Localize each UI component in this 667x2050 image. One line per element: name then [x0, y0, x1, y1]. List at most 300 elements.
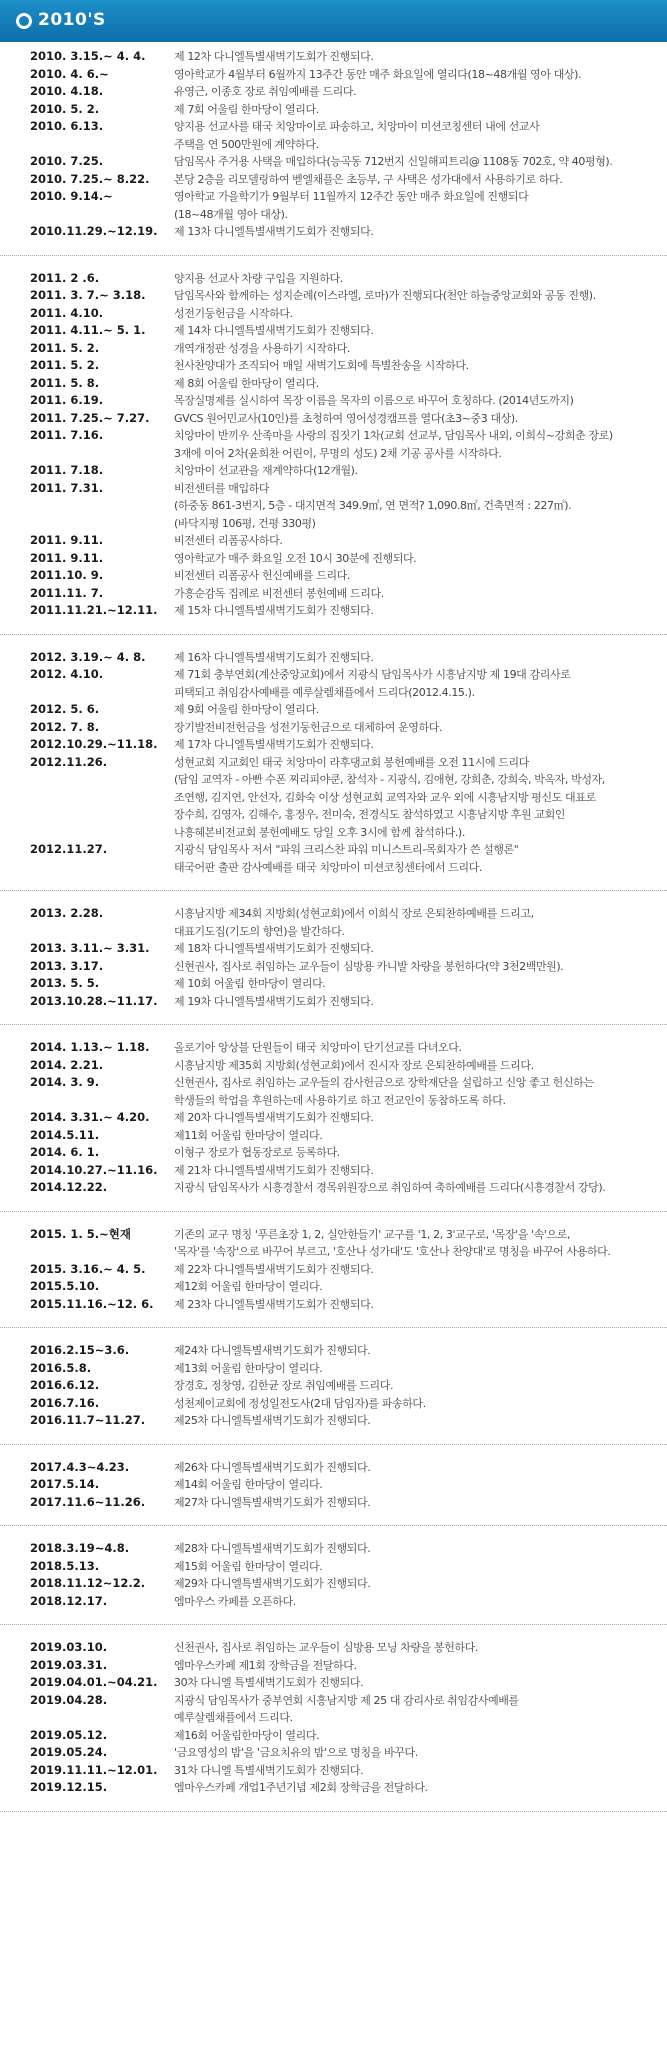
year-section: [0, 1639, 667, 1812]
description-line: 제16회 어울림한마당이 열리다.: [174, 1728, 320, 1742]
event-description: [174, 1412, 654, 1430]
event-date: 2019.04.01.~04.21.: [30, 1675, 158, 1689]
event-description: [174, 754, 654, 842]
timeline-row: [0, 905, 667, 940]
event-date: 2017.4.3~4.23.: [30, 1459, 130, 1474]
description-line: 신현권사, 집사로 취임하는 교우들이 심방용 카니발 차량을 봉헌하다(약 3천2백만원).: [174, 959, 564, 973]
timeline-row: [0, 585, 667, 603]
event-date: 2011. 4.11.~ 5. 1.: [30, 323, 146, 337]
timeline-row: [0, 940, 667, 958]
event-date: 2013.10.28.~11.17.: [30, 993, 158, 1008]
event-description: [174, 287, 654, 305]
year-section: [0, 1342, 667, 1445]
event-description: [174, 736, 654, 754]
timeline-row: [0, 1692, 667, 1727]
description-line: 영아학교 가을학기가 9월부터 11월까지 12주간 동안 매주 화요일에 진행되다: [174, 190, 529, 203]
event-description: [174, 1261, 654, 1279]
timeline-row: [0, 1278, 667, 1296]
timeline-row: [0, 1558, 667, 1576]
event-date: 2014.10.27.~11.16.: [30, 1162, 158, 1177]
description-line: 영아학교가 4월부터 6월까지 13주간 동안 매주 화요일에 열리다(18~48개월 영아 대상).: [174, 67, 582, 81]
event-description: [174, 1179, 654, 1197]
event-date: 2012.10.29.~11.18.: [30, 737, 158, 751]
event-date: 2014. 1.13.~ 1.18.: [30, 1040, 150, 1054]
timeline: [0, 48, 667, 1826]
timeline-row: [0, 1360, 667, 1378]
description-line: 제 12차 다니엘특별새벽기도회가 진행되다.: [174, 50, 374, 63]
event-description: [174, 1657, 654, 1675]
event-description: [174, 1109, 654, 1127]
description-line: 장수희, 김영자, 김해수, 홍정우, 전미숙, 전경식도 참석하였고 시흥남지방 후원 교회인: [174, 808, 566, 821]
description-line: (18~48개월 영아 대상).: [174, 207, 288, 221]
event-description: [174, 270, 654, 288]
event-description: [174, 993, 654, 1011]
event-date: 2018.11.12~12.2.: [30, 1576, 146, 1590]
event-description: [174, 223, 654, 241]
description-line: 주택을 연 500만원에 계약하다.: [174, 137, 319, 151]
event-description: [174, 1039, 654, 1057]
event-date: 2014. 2.21.: [30, 1057, 104, 1072]
description-line: '금요영성의 밤'을 '금요치유의 밤'으로 명칭을 바꾸다.: [174, 1746, 418, 1759]
timeline-row: [0, 1674, 667, 1692]
description-line: 제 18차 다니엘특별새벽기도회가 진행되다.: [174, 942, 374, 955]
timeline-row: [0, 701, 667, 719]
event-description: [174, 841, 654, 876]
event-description: [174, 357, 654, 375]
description-line: 장기발전비전헌금을 성전기둥헌금으로 대체하여 운영하다.: [174, 720, 443, 734]
event-description: [174, 1744, 654, 1762]
description-line: 엠마우스카페 개업1주년기념 제2회 장학금을 전달하다.: [174, 1781, 428, 1794]
event-description: [174, 1296, 654, 1314]
year-section: [0, 1540, 667, 1625]
event-description: [174, 1639, 654, 1657]
event-date: 2011. 7.18.: [30, 463, 104, 477]
event-date: 2019.05.24.: [30, 1745, 108, 1759]
year-section: [0, 649, 667, 892]
decade-header: [0, 0, 667, 42]
event-date: 2012. 7. 8.: [30, 719, 100, 734]
description-line: 제 22차 다니엘특별새벽기도회가 진행되다.: [174, 1262, 374, 1276]
description-line: 제12회 어울림 한마당이 열리다.: [174, 1280, 323, 1293]
description-line: 피택되고 취임감사예배를 예루살렘채플에서 드리다(2012.4.15.).: [174, 685, 475, 699]
description-line: 학생들의 학업을 후원하는데 사용하기로 하고 전교인이 동참하도록 하다.: [174, 1093, 506, 1107]
event-date: 2015. 1. 5.~현재: [30, 1226, 131, 1241]
event-date: 2011.10. 9.: [30, 568, 104, 582]
event-date: 2010. 6.13.: [30, 119, 104, 133]
timeline-row: [0, 375, 667, 393]
description-line: 30차 다니엘 특별새벽기도회가 진행되다.: [174, 1676, 364, 1689]
description-line: 제26차 다니엘특별새벽기도회가 진행되다.: [174, 1460, 371, 1474]
timeline-row: [0, 1727, 667, 1745]
description-line: 제 19차 다니엘특별새벽기도회가 진행되다.: [174, 994, 374, 1008]
description-line: 장경호, 정창영, 김한균 장로 취임예배를 드리다.: [174, 1379, 394, 1392]
timeline-row: [0, 1296, 667, 1314]
timeline-row: [0, 480, 667, 533]
event-date: 2011. 6.19.: [30, 393, 104, 407]
event-date: 2016.6.12.: [30, 1378, 100, 1392]
event-description: [174, 118, 654, 153]
event-description: [174, 1558, 654, 1576]
event-date: 2010. 4.18.: [30, 84, 104, 98]
description-line: 3재에 이어 2차(윤희찬 어린이, 무명의 성도) 2채 기공 공사를 시작하다.: [174, 446, 502, 460]
event-description: [174, 1575, 654, 1593]
timeline-row: [0, 287, 667, 305]
event-date: 2016.11.7~11.27.: [30, 1413, 146, 1427]
event-date: 2012. 4.10.: [30, 667, 104, 681]
event-description: [174, 666, 654, 701]
event-description: [174, 171, 654, 189]
description-line: 제27차 다니엘특별새벽기도회가 진행되다.: [174, 1495, 371, 1509]
description-line: 양지용 선교사 차량 구입을 지원하다.: [174, 271, 343, 285]
event-date: 2017.11.6~11.26.: [30, 1494, 146, 1509]
event-date: 2010. 3.15.~ 4. 4.: [30, 49, 146, 63]
timeline-row: [0, 427, 667, 462]
event-date: 2019.04.28.: [30, 1692, 108, 1707]
timeline-row: [0, 188, 667, 223]
event-date: 2018.3.19~4.8.: [30, 1541, 130, 1555]
event-date: 2016.2.15~3.6.: [30, 1343, 130, 1357]
timeline-row: [0, 1639, 667, 1657]
event-date: 2016.7.16.: [30, 1395, 100, 1410]
description-line: 제 8회 어울림 한마당이 열리다.: [174, 376, 319, 390]
event-description: [174, 462, 654, 480]
description-line: 개역개정판 성경을 사용하기 시작하다.: [174, 341, 351, 355]
timeline-row: [0, 1459, 667, 1477]
timeline-row: [0, 719, 667, 737]
event-date: 2011. 7.16.: [30, 428, 104, 442]
timeline-row: [0, 171, 667, 189]
description-line: 천사찬양대가 조직되어 매일 새벽기도회에 특별찬송을 시작하다.: [174, 359, 469, 372]
event-description: [174, 1074, 654, 1109]
timeline-row: [0, 392, 667, 410]
event-date: 2014. 3.31.~ 4.20.: [30, 1110, 150, 1124]
event-description: [174, 83, 654, 101]
description-line: 담임목사와 함께하는 성지순례(이스라엘, 로마)가 진행되다(천안 하늘중앙교회와 공동 진행).: [174, 289, 596, 302]
description-line: 목장실명제를 실시하여 목장 이름을 목자의 이름으로 바꾸어 호칭하다. (2014년도까지): [174, 394, 574, 407]
event-description: [174, 1360, 654, 1378]
description-line: 제 21차 다니엘특별새벽기도회가 진행되다.: [174, 1163, 374, 1177]
timeline-row: [0, 1162, 667, 1180]
event-date: 2011. 7.31.: [30, 480, 104, 495]
event-date: 2011. 9.11.: [30, 550, 104, 565]
event-description: [174, 340, 654, 358]
event-date: 2019.05.12.: [30, 1727, 108, 1742]
description-line: 지광식 담임목사 저서 "파워 크리스찬 파워 미니스트리-목회자가 쓴 설행론": [174, 843, 519, 856]
timeline-row: [0, 1377, 667, 1395]
event-date: 2010. 7.25.~ 8.22.: [30, 171, 150, 186]
event-description: [174, 1593, 654, 1611]
timeline-row: [0, 118, 667, 153]
decade-title: 2010'S: [38, 10, 106, 30]
event-description: [174, 1779, 654, 1797]
event-date: 2015.5.10.: [30, 1279, 100, 1293]
description-line: 양지용 선교사를 태국 치앙마이로 파송하고, 치앙마이 미션코칭센터 내에 선교사: [174, 120, 540, 133]
timeline-row: [0, 1575, 667, 1593]
event-description: [174, 649, 654, 667]
timeline-row: [0, 1144, 667, 1162]
description-line: (하중동 861-3번지, 5층 - 대지면적 349.9㎡, 연 면적? 1,090.8㎡, 건축면적 : 227㎡).: [174, 499, 572, 512]
timeline-row: [0, 1412, 667, 1430]
timeline-row: [0, 1109, 667, 1127]
event-date: 2011. 9.11.: [30, 533, 104, 547]
event-date: 2015. 3.16.~ 4. 5.: [30, 1261, 146, 1276]
description-line: 올로기아 앙상블 단원들이 태국 치앙마이 단기선교를 다녀오다.: [174, 1041, 462, 1054]
description-line: 제 9회 어울림 한마당이 열리다.: [174, 703, 319, 716]
event-date: 2013. 3.17.: [30, 958, 104, 973]
description-line: 가흥순감독 집례로 비전센터 봉헌예배 드리다.: [174, 586, 384, 600]
timeline-row: [0, 993, 667, 1011]
timeline-row: [0, 462, 667, 480]
description-line: 태국어판 출판 감사예배를 태국 치앙마이 미션코칭센터에서 드리다.: [174, 860, 483, 874]
event-description: [174, 392, 654, 410]
event-description: [174, 585, 654, 603]
circle-bullet-icon: [16, 13, 32, 29]
event-date: 2012.11.26.: [30, 754, 108, 769]
event-date: 2011.11.21.~12.11.: [30, 603, 158, 617]
event-description: [174, 1162, 654, 1180]
description-line: 시흥남지방 제35회 지방회(성현교회)에서 진시자 장로 은퇴찬하예배를 드리다.: [174, 1058, 534, 1072]
timeline-row: [0, 1762, 667, 1780]
event-date: 2010. 5. 2.: [30, 101, 100, 116]
event-date: 2014. 6. 1.: [30, 1145, 100, 1159]
event-date: 2011. 5. 2.: [30, 340, 100, 355]
event-date: 2011. 7.25.~ 7.27.: [30, 410, 150, 425]
event-date: 2019.12.15.: [30, 1780, 108, 1794]
event-date: 2019.03.31.: [30, 1657, 108, 1672]
event-description: [174, 958, 654, 976]
description-line: 제 13차 다니엘특별새벽기도회가 진행되다.: [174, 225, 374, 238]
event-date: 2019.11.11.~12.01.: [30, 1762, 158, 1777]
timeline-row: [0, 1039, 667, 1057]
description-line: 기존의 교구 명칭 '푸른초장 1, 2, 실안한들기' 교구를 '1, 2, 3'교구로, '목장'을 '속'으로,: [174, 1227, 571, 1241]
description-line: 신천권사, 집사로 취임하는 교우들이 심방용 모닝 차량을 봉헌하다.: [174, 1641, 478, 1654]
event-description: [174, 1395, 654, 1413]
year-section: [0, 905, 667, 1025]
timeline-row: [0, 101, 667, 119]
description-line: 예루살렘채플에서 드리다.: [174, 1711, 293, 1724]
description-line: (바닥지평 106평, 건평 330평): [174, 516, 316, 530]
description-line: 제13회 어울림 한마당이 열리다.: [174, 1361, 323, 1375]
description-line: 유영근, 이종호 장로 취임예배를 드리다.: [174, 85, 357, 98]
event-date: 2010. 9.14.~: [30, 189, 113, 203]
event-description: [174, 305, 654, 323]
event-description: [174, 153, 654, 171]
timeline-row: [0, 958, 667, 976]
event-description: [174, 66, 654, 84]
event-description: [174, 1377, 654, 1395]
description-line: 엠마우스카페 제1회 장학금을 전달하다.: [174, 1658, 357, 1672]
description-line: 제 15차 다니엘특별새벽기도회가 진행되다.: [174, 604, 374, 617]
event-description: [174, 1226, 654, 1261]
description-line: 비전센터 리폼공사 헌신예배를 드리다.: [174, 569, 351, 582]
event-description: [174, 719, 654, 737]
timeline-row: [0, 322, 667, 340]
event-date: 2016.5.8.: [30, 1360, 92, 1375]
description-line: (담임 교역자 - 아빤 수폰 찌리피야쿤, 참석자 - 지광식, 김애현, 강희춘, 강희숙, 박옥자, 박성자,: [174, 773, 605, 786]
event-description: [174, 602, 654, 620]
description-line: 대표기도집(기도의 향연)을 발간하다.: [174, 924, 345, 938]
description-line: 조연행, 김지연, 안선자, 김화숙 이상 성현교회 교역자와 교우 외에 시흥남지방 평신도 대표로: [174, 790, 596, 804]
timeline-row: [0, 223, 667, 241]
event-date: 2013. 5. 5.: [30, 976, 100, 990]
timeline-row: [0, 550, 667, 568]
timeline-row: [0, 1127, 667, 1145]
event-description: [174, 1057, 654, 1075]
description-line: 엠마우스 카페를 오픈하다.: [174, 1594, 296, 1608]
description-line: 제14회 어울림 한마당이 열리다.: [174, 1478, 323, 1491]
event-date: 2010. 7.25.: [30, 154, 104, 168]
description-line: 비전센터 리폼공사하다.: [174, 534, 283, 547]
timeline-row: [0, 48, 667, 66]
event-date: 2011. 5. 2.: [30, 358, 100, 372]
timeline-row: [0, 1540, 667, 1558]
event-date: 2011. 4.10.: [30, 305, 104, 320]
description-line: 영아학교가 매주 화요일 오전 10시 30분에 진행되다.: [174, 551, 417, 565]
event-date: 2019.03.10.: [30, 1640, 108, 1654]
description-line: 제 20차 다니엘특별새벽기도회가 진행되다.: [174, 1111, 374, 1124]
timeline-row: [0, 1179, 667, 1197]
timeline-row: [0, 1593, 667, 1611]
timeline-row: [0, 1779, 667, 1797]
event-description: [174, 567, 654, 585]
event-description: [174, 1278, 654, 1296]
timeline-row: [0, 841, 667, 876]
description-line: 제 10회 어울림 한마당이 열리다.: [174, 977, 326, 990]
event-date: 2011. 5. 8.: [30, 375, 100, 390]
year-section: [0, 1226, 667, 1329]
description-line: 제 14차 다니엘특별새벽기도회가 진행되다.: [174, 324, 374, 337]
description-line: 치앙마이 선교관을 재계약하다(12개월).: [174, 464, 358, 477]
event-description: [174, 1727, 654, 1745]
timeline-row: [0, 305, 667, 323]
event-description: [174, 48, 654, 66]
description-line: 담임목사 주거용 사택을 매입하다(능곡동 712번지 신일해피트리@ 1108동 702호, 약 40평형).: [174, 155, 613, 168]
description-line: 성현교회 지교회인 태국 치앙마이 라후댕교회 봉헌예배를 오전 11시에 드리다: [174, 755, 529, 769]
description-line: 31차 다니엘 특별새벽기도회가 진행되다.: [174, 1763, 364, 1777]
event-date: 2012. 5. 6.: [30, 702, 100, 716]
event-description: [174, 701, 654, 719]
event-description: [174, 1762, 654, 1780]
year-section: [0, 1459, 667, 1527]
event-date: 2010.11.29.~12.19.: [30, 224, 158, 238]
event-date: 2012.11.27.: [30, 842, 108, 856]
description-line: 제28차 다니엘특별새벽기도회가 진행되다.: [174, 1542, 371, 1555]
event-description: [174, 101, 654, 119]
description-line: 제 23차 다니엘특별새벽기도회가 진행되다.: [174, 1297, 374, 1311]
event-date: 2017.5.14.: [30, 1477, 100, 1491]
event-description: [174, 188, 654, 223]
event-description: [174, 975, 654, 993]
event-description: [174, 375, 654, 393]
timeline-row: [0, 83, 667, 101]
description-line: 제15회 어울림 한마당이 열리다.: [174, 1559, 323, 1573]
description-line: 지광식 담임목사가 중부연회 시흥남지방 제 25 대 감리사로 취임감사예배를: [174, 1693, 519, 1707]
timeline-row: [0, 1261, 667, 1279]
event-description: [174, 1494, 654, 1512]
event-date: 2011.11. 7.: [30, 585, 104, 600]
description-line: '목자'를 '속장'으로 바꾸어 부르고, '호산나 성가대'도 '호산나 찬양대'로 명칭을 바꾸어 사용하다.: [174, 1245, 611, 1258]
event-date: 2018.12.17.: [30, 1593, 108, 1608]
timeline-row: [0, 602, 667, 620]
description-line: 나흥혜본비전교회 봉헌예배도 당일 오후 3시에 함께 참석하다.).: [174, 825, 465, 839]
event-date: 2011. 2 .6.: [30, 270, 100, 285]
description-line: 이형구 장로가 협동장로로 등록하다.: [174, 1146, 340, 1159]
year-section: [0, 270, 667, 635]
event-description: [174, 1459, 654, 1477]
timeline-row: [0, 1057, 667, 1075]
description-line: 제 71회 충부연회(계산중앙교회)에서 지광식 담임목사가 시흥남지방 제 19대 감리사로: [174, 668, 571, 681]
timeline-row: [0, 975, 667, 993]
event-description: [174, 550, 654, 568]
event-description: [174, 322, 654, 340]
timeline-row: [0, 410, 667, 428]
timeline-row: [0, 1226, 667, 1261]
description-line: 치앙마이 반끼우 산족마을 사랑의 집짓기 1차(교회 선교부, 담임목사 내외, 이희식~강희춘 장로): [174, 429, 613, 442]
event-description: [174, 1342, 654, 1360]
event-description: [174, 940, 654, 958]
timeline-row: [0, 357, 667, 375]
year-section: [0, 1039, 667, 1212]
event-date: 2012. 3.19.~ 4. 8.: [30, 649, 146, 664]
event-date: 2010. 4. 6.~: [30, 66, 109, 81]
event-description: [174, 1540, 654, 1558]
event-description: [174, 1144, 654, 1162]
event-date: 2013. 3.11.~ 3.31.: [30, 941, 150, 955]
timeline-row: [0, 66, 667, 84]
description-line: 신현권사, 집사로 취임하는 교우들의 감사헌금으로 장학재단을 설립하고 신앙 좋고 헌신하는: [174, 1076, 594, 1089]
timeline-row: [0, 1342, 667, 1360]
year-section: [0, 48, 667, 256]
timeline-row: [0, 666, 667, 701]
event-description: [174, 1674, 654, 1692]
description-line: 비전센터를 매입하다: [174, 481, 270, 495]
timeline-row: [0, 1074, 667, 1109]
description-line: 지광식 담임목사가 시흥경찰서 경목위원장으로 취임하여 축하예배를 드리다(시흥경찰서 강당).: [174, 1181, 606, 1194]
description-line: 제25차 다니엘특별새벽기도회가 진행되다.: [174, 1414, 371, 1427]
description-line: 제 17차 다니엘특별새벽기도회가 진행되다.: [174, 738, 374, 751]
timeline-row: [0, 1494, 667, 1512]
timeline-row: [0, 270, 667, 288]
timeline-row: [0, 532, 667, 550]
description-line: 제 16차 다니엘특별새벽기도회가 진행되다.: [174, 650, 374, 664]
event-description: [174, 1692, 654, 1727]
event-date: 2015.11.16.~12. 6.: [30, 1296, 154, 1311]
event-description: [174, 410, 654, 428]
timeline-row: [0, 567, 667, 585]
description-line: 시흥남지방 제34회 지방회(성현교회)에서 이희식 장로 은퇴찬하예배를 드리고,: [174, 907, 534, 920]
event-description: [174, 480, 654, 533]
event-description: [174, 532, 654, 550]
event-description: [174, 905, 654, 940]
timeline-row: [0, 1744, 667, 1762]
event-date: 2014.12.22.: [30, 1180, 108, 1194]
description-line: 제 7회 어울림 한마당이 열리다.: [174, 102, 319, 116]
timeline-row: [0, 649, 667, 667]
event-date: 2013. 2.28.: [30, 906, 104, 920]
event-description: [174, 1127, 654, 1145]
timeline-row: [0, 736, 667, 754]
description-line: 제24차 다니엘특별새벽기도회가 진행되다.: [174, 1344, 371, 1357]
event-date: 2014.5.11.: [30, 1127, 100, 1142]
timeline-row: [0, 754, 667, 842]
description-line: 본당 2층을 리모델링하여 벧엘채플은 초등부, 구 사택은 성가대에서 사용하기로 하다.: [174, 172, 563, 186]
event-date: 2014. 3. 9.: [30, 1075, 100, 1089]
description-line: 제11회 어울림 한마당이 열리다.: [174, 1128, 323, 1142]
description-line: 제29차 다니엘특별새벽기도회가 진행되다.: [174, 1577, 371, 1590]
event-date: 2018.5.13.: [30, 1558, 100, 1573]
timeline-row: [0, 1395, 667, 1413]
timeline-row: [0, 340, 667, 358]
